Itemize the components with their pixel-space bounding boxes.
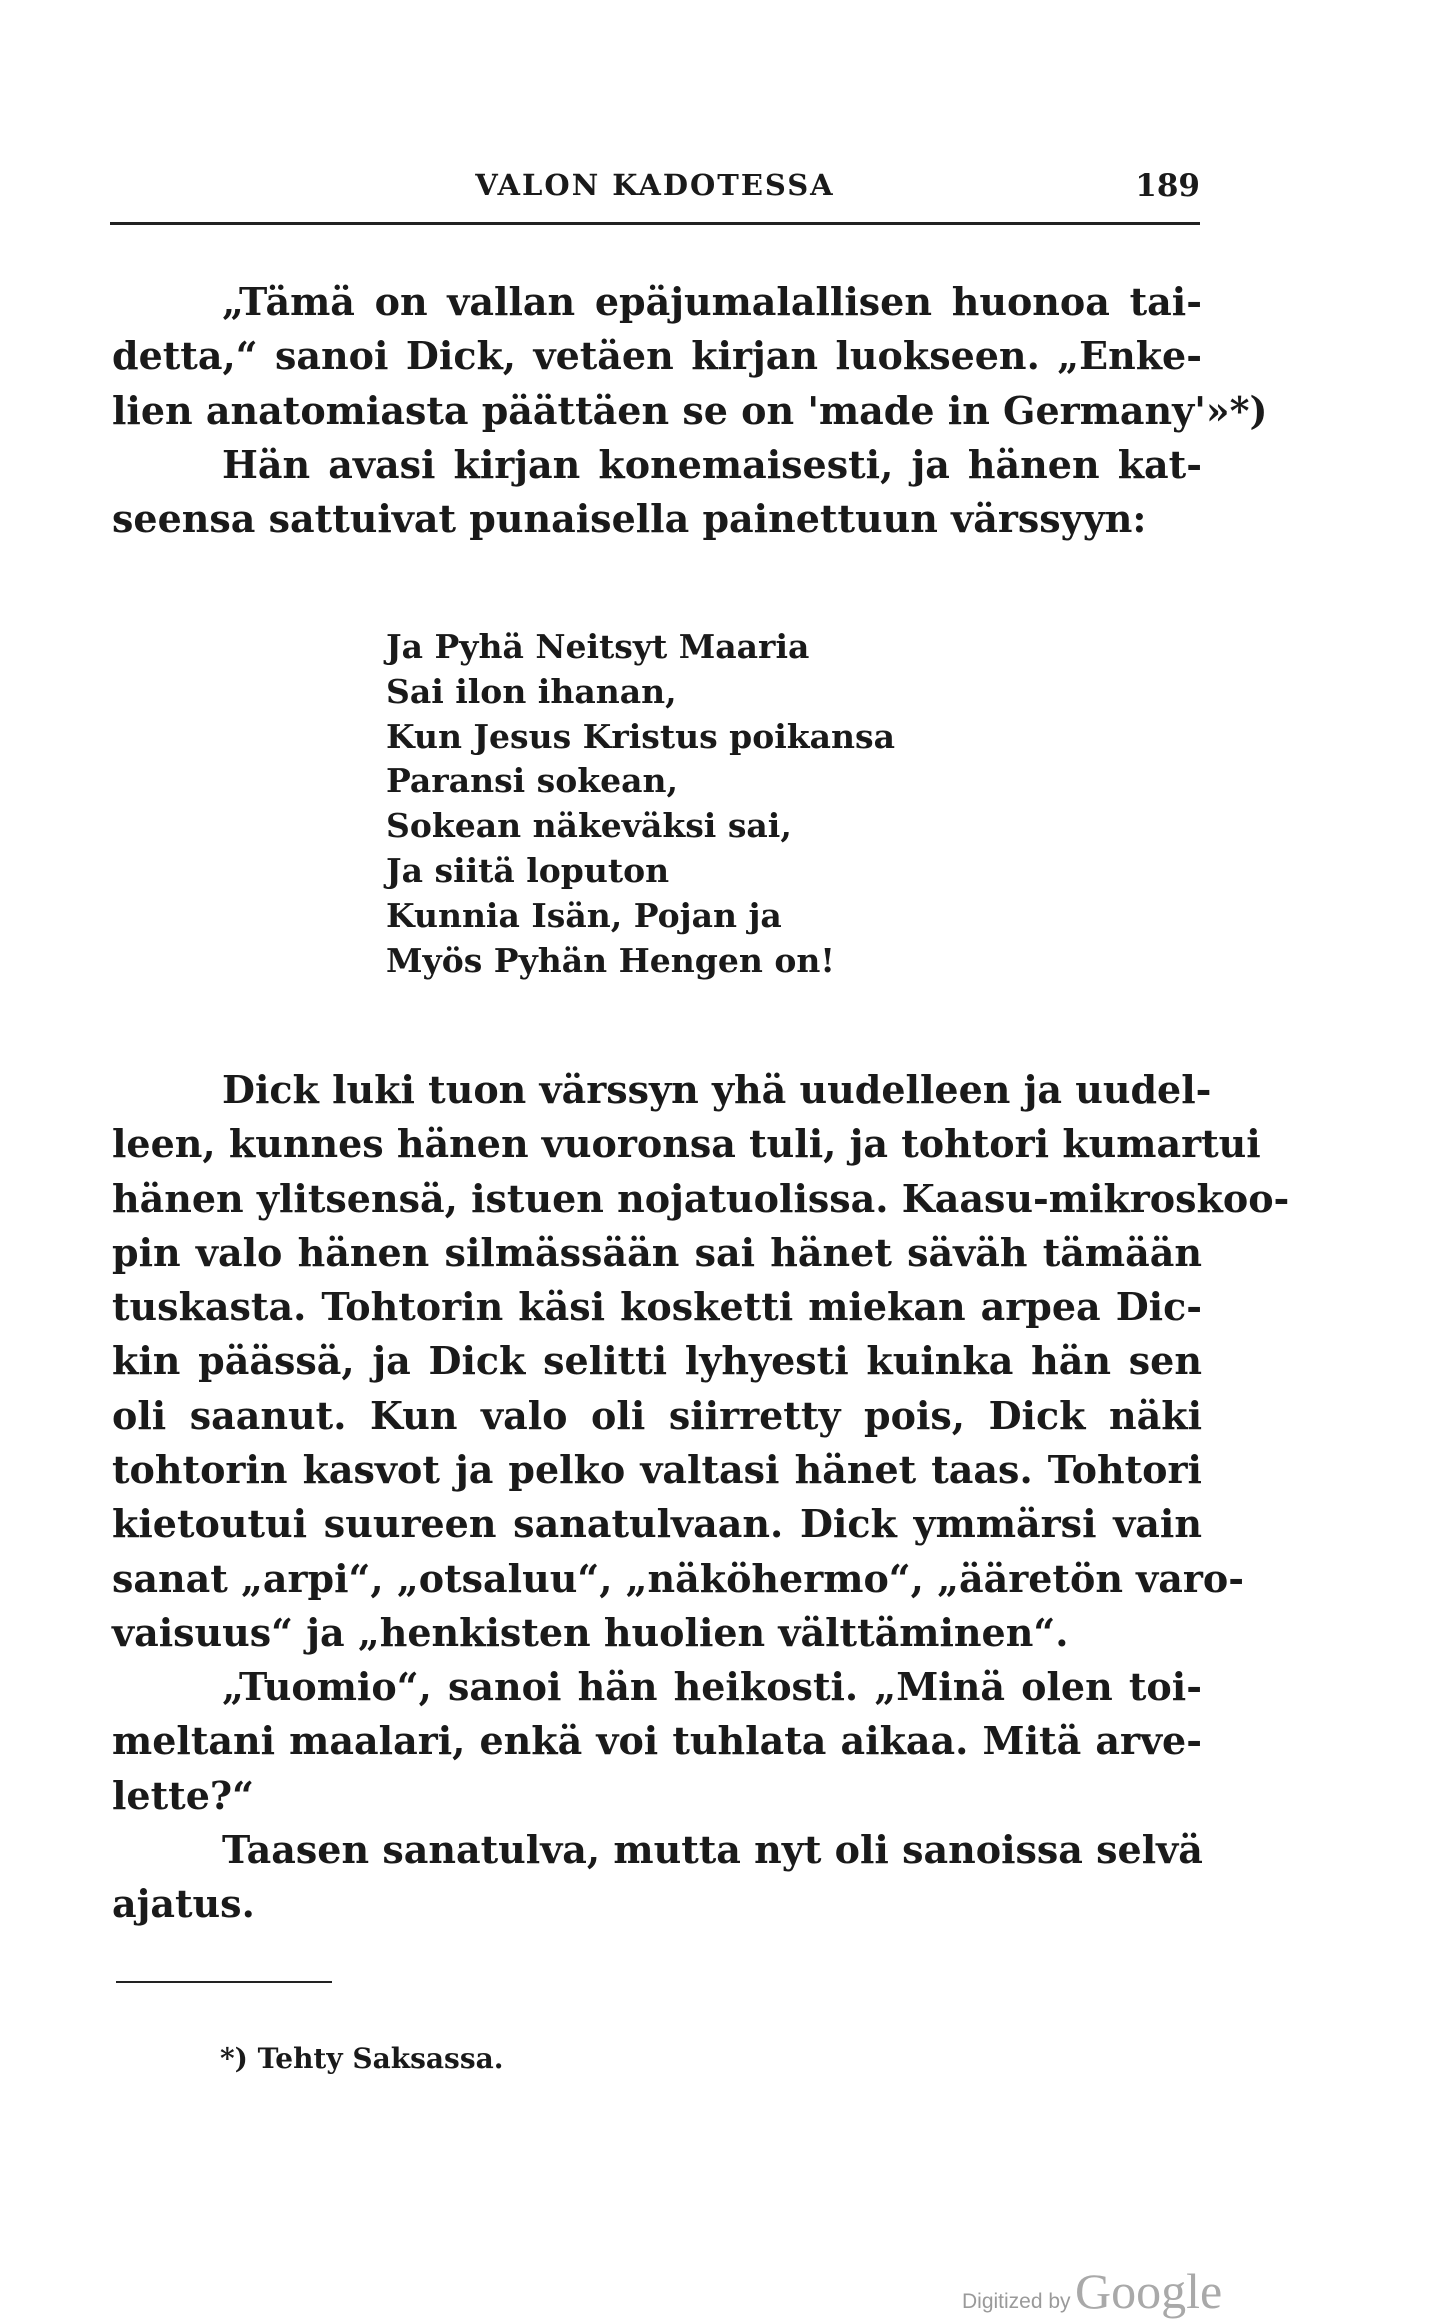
text-line: kietoutui suureen sanatulvaan. Dick ymmärsi vain — [112, 1501, 1202, 1547]
verse-line: Kunnia Isän, Pojan ja — [386, 895, 782, 935]
verse-line: Kun Jesus Kristus poikansa — [386, 716, 895, 756]
text-line: hänen ylitsensä, istuen nojatuolissa. Kaasu-mikroskoo- — [112, 1175, 1290, 1221]
text-line: „Tuomio“, sanoi hän heikosti. „Minä olen toi- — [222, 1664, 1202, 1709]
running-head — [110, 168, 1200, 218]
verse-line: Sai ilon ihanan, — [386, 671, 677, 711]
text-line: kin päässä, ja Dick selitti lyhyesti kuinka hän sen — [112, 1338, 1202, 1384]
verse-line: Ja Pyhä Neitsyt Maaria — [386, 627, 810, 666]
verse-block — [386, 625, 895, 983]
text-line: seensa sattuivat punaisella painettuun värssyyn: — [112, 496, 1147, 542]
header-rule — [110, 222, 1200, 225]
text-line: Taasen sanatulva, mutta nyt oli sanoissa selvä — [222, 1827, 1203, 1872]
text-line: vaisuus“ ja „henkisten huolien välttäminen“. — [112, 1609, 1069, 1655]
paragraph-1 — [112, 275, 1268, 546]
text-line: Hän avasi kirjan konemaisesti, ja hänen kat- — [222, 441, 1202, 487]
text-line: leen, kunnes hänen vuoronsa tuli, ja tohtori kumartui — [112, 1121, 1261, 1167]
verse-line: Ja siitä loputon — [386, 850, 670, 890]
text-line: „Tämä on vallan epäjumalallisen huonoa tai- — [222, 279, 1202, 324]
text-line: tohtorin kasvot ja pelko valtasi hänet taas. Tohtori — [112, 1447, 1202, 1493]
verse-line: Sokean näkeväksi sai, — [386, 806, 792, 846]
paragraph-3 — [112, 1660, 1202, 1823]
text-line: sanat „arpi“, „otsaluu“, „näköhermo“, „ääretön varo- — [112, 1555, 1245, 1601]
text-line: lette?“ — [112, 1772, 255, 1818]
verse-line: Paransi sokean, — [386, 761, 678, 801]
footnote-rule — [116, 1981, 332, 1983]
text-line: lien anatomiasta päättäen se on 'made in Germany'»*) — [112, 387, 1268, 433]
watermark-prefix: Digitized by — [962, 2290, 1071, 2313]
digitized-watermark — [962, 2262, 1222, 2320]
page-number: 189 — [1135, 168, 1200, 204]
text-line: ajatus. — [112, 1881, 255, 1927]
text-line: pin valo hänen silmässään sai hänet säväh tämään — [112, 1229, 1202, 1275]
text-line: meltani maalari, enkä voi tuhlata aikaa. Mitä arve- — [112, 1718, 1202, 1764]
text-line: oli saanut. Kun valo oli siirretty pois, Dick näki — [112, 1392, 1202, 1438]
running-title: VALON KADOTESSA — [475, 168, 835, 202]
paragraph-4 — [112, 1823, 1202, 1932]
paragraph-2 — [112, 1063, 1290, 1660]
text-line: Dick luki tuon värssyn yhä uudelleen ja uudel- — [222, 1067, 1212, 1112]
footnote: *) Tehty Saksassa. — [220, 2042, 504, 2075]
text-line: tuskasta. Tohtorin käsi kosketti miekan arpea Dic- — [112, 1284, 1202, 1330]
google-logo: Google — [1075, 2263, 1223, 2319]
text-line: detta,“ sanoi Dick, vetäen kirjan luokseen. „Enke- — [112, 333, 1202, 379]
verse-line: Myös Pyhän Hengen on! — [386, 940, 835, 980]
